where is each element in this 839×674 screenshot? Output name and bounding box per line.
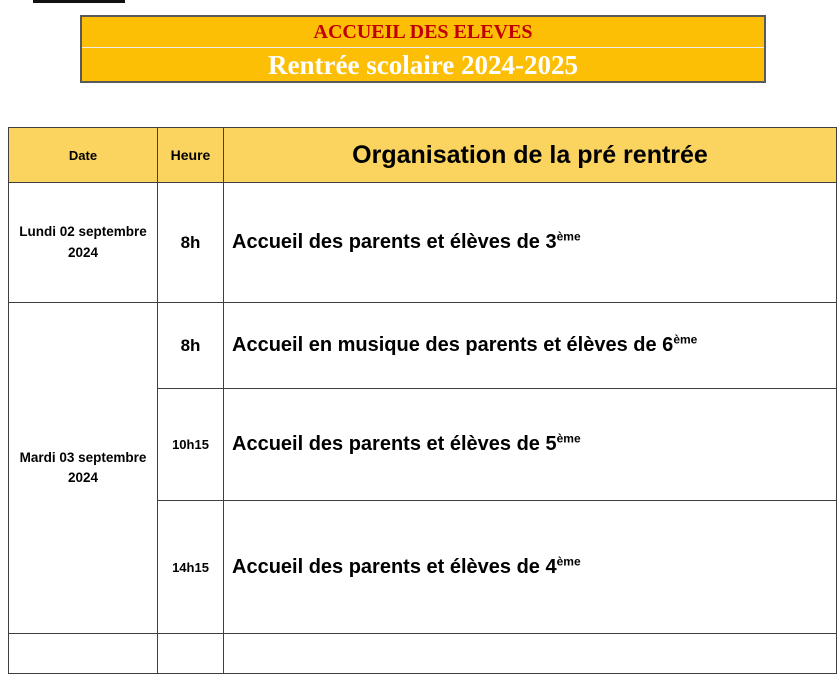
activity-superscript: ème: [556, 431, 581, 446]
time-cell: 10h15: [158, 389, 224, 501]
table-header-row: [9, 128, 837, 183]
activity-superscript: ème: [556, 229, 581, 244]
activity-superscript: ème: [556, 553, 581, 568]
banner-title: ACCUEIL DES ELEVES: [82, 17, 764, 48]
activity-text: Accueil en musique des parents et élèves de 6: [232, 334, 674, 356]
cropped-element-fragment: [33, 0, 125, 3]
date-cell-mardi: Mardi 03 septembre 2024: [9, 303, 158, 634]
activity-cell: [224, 501, 837, 634]
table-row: [9, 183, 837, 303]
banner-subtitle: Rentrée scolaire 2024-2025: [268, 50, 578, 80]
activity-cell: [224, 183, 837, 303]
time-cell: 14h15: [158, 501, 224, 634]
table-row: [9, 303, 837, 389]
schedule-table: [8, 127, 837, 674]
time-cell: 8h: [158, 183, 224, 303]
date-cell-lundi: Lundi 02 septembre 2024: [9, 183, 158, 303]
header-heure: Heure: [158, 128, 224, 183]
activity-cell: [224, 303, 837, 389]
activity-text: Accueil des parents et élèves de 3: [232, 231, 557, 253]
header-date: Date: [9, 128, 158, 183]
activity-cell: [224, 389, 837, 501]
header-organisation: Organisation de la pré rentrée: [224, 128, 837, 183]
activity-text: Accueil des parents et élèves de 4: [232, 555, 557, 578]
activity-text: Accueil des parents et élèves de 5: [232, 433, 557, 455]
time-cell: 8h: [158, 303, 224, 389]
title-banner: [80, 15, 766, 83]
activity-superscript: ème: [673, 332, 698, 347]
